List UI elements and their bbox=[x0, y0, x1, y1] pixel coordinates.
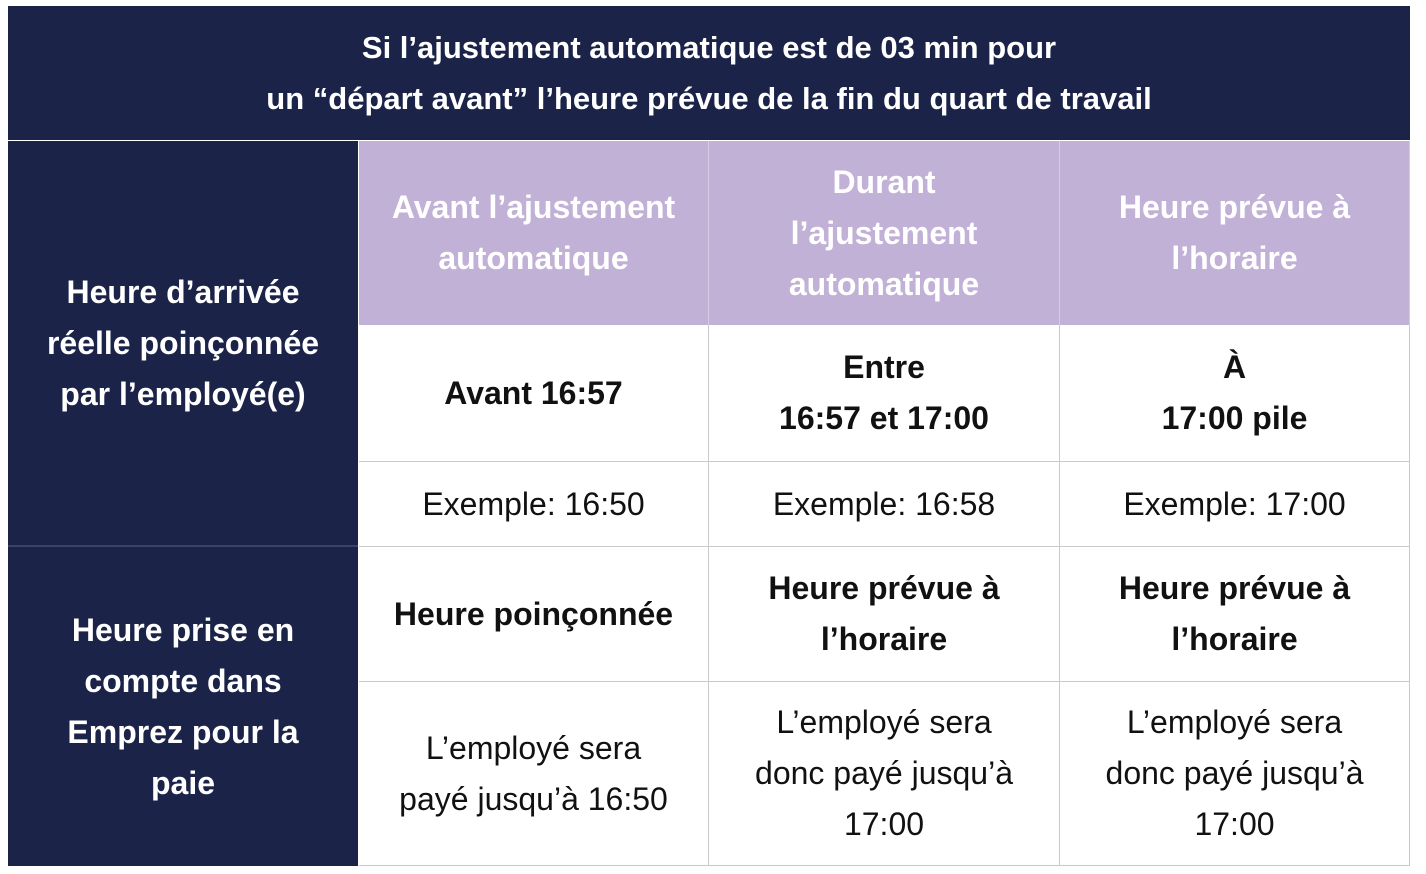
row-header-line: paie bbox=[150, 764, 216, 801]
cell-line: Heure prévue à bbox=[1118, 570, 1351, 606]
cell-line: 16:57 et 17:00 bbox=[779, 400, 989, 436]
column-header-line: l’ajustement bbox=[790, 214, 978, 251]
example-cell-scheduled bbox=[1060, 462, 1410, 547]
cell-line: L’employé sera bbox=[425, 729, 642, 766]
title-line-1: Si l’ajustement automatique est de 03 min pour bbox=[361, 30, 1057, 65]
example-cell-before bbox=[359, 462, 709, 547]
cell-line: donc payé jusqu’à bbox=[755, 755, 1013, 791]
row-header-line: Emprez pour la bbox=[67, 713, 299, 750]
adjustment-table bbox=[8, 6, 1410, 866]
cell-line: 17:00 pile bbox=[1161, 400, 1308, 436]
paid-until-cell-before bbox=[359, 682, 709, 866]
cell-line: Exemple: 17:00 bbox=[1123, 485, 1346, 522]
cell-line: 17:00 bbox=[1194, 806, 1275, 842]
column-header-line: Avant l’ajustement bbox=[391, 189, 676, 225]
cell-line: l’horaire bbox=[1171, 621, 1298, 657]
column-header-line: l’horaire bbox=[1171, 240, 1298, 276]
column-header-line: automatique bbox=[788, 265, 980, 302]
cell-line: payé jusqu’à 16:50 bbox=[399, 780, 668, 817]
time-used-cell-before bbox=[359, 547, 709, 682]
cell-line: donc payé jusqu’à bbox=[1105, 755, 1364, 791]
cell-line: Avant 16:57 bbox=[444, 374, 623, 411]
row-header-line: compte dans bbox=[84, 662, 282, 699]
paid-until-cell-scheduled bbox=[1060, 682, 1410, 866]
cell-line: Entre bbox=[843, 349, 925, 385]
row-header-line: Heure prise en bbox=[71, 611, 295, 648]
cell-line: Heure poinçonnée bbox=[393, 595, 674, 632]
row-header-line: réelle poinçonnée bbox=[46, 325, 320, 361]
condition-cell-during bbox=[709, 325, 1060, 462]
cell-line: À bbox=[1222, 349, 1247, 385]
table-title bbox=[8, 6, 1410, 140]
column-header-line: Durant bbox=[832, 163, 936, 200]
title-line-2: un “départ avant” l’heure prévue de la fin du quart de travail bbox=[266, 81, 1152, 116]
column-header-scheduled bbox=[1060, 141, 1410, 325]
condition-cell-before bbox=[359, 325, 709, 462]
row-header-line: Heure d’arrivée bbox=[66, 274, 300, 310]
paid-until-cell-during bbox=[709, 682, 1060, 866]
column-header-line: Heure prévue à bbox=[1118, 189, 1351, 225]
column-header-line: automatique bbox=[438, 240, 629, 276]
time-used-cell-scheduled bbox=[1060, 547, 1410, 682]
column-header-during bbox=[709, 141, 1060, 325]
cell-line: L’employé sera bbox=[776, 704, 992, 740]
condition-cell-scheduled bbox=[1060, 325, 1410, 462]
column-header-before bbox=[359, 141, 709, 325]
cell-line: Exemple: 16:50 bbox=[422, 485, 645, 522]
row-header-actual-punch bbox=[8, 141, 358, 546]
cell-line: L’employé sera bbox=[1126, 704, 1343, 740]
cell-line: 17:00 bbox=[843, 806, 925, 842]
cell-line: Heure prévue à bbox=[768, 570, 1000, 606]
example-cell-during bbox=[709, 462, 1060, 547]
cell-line: l’horaire bbox=[820, 621, 948, 657]
time-used-cell-during bbox=[709, 547, 1060, 682]
cell-line: Exemple: 16:58 bbox=[772, 485, 996, 522]
row-header-line: par l’employé(e) bbox=[60, 376, 306, 412]
row-header-payroll-time bbox=[8, 547, 358, 866]
